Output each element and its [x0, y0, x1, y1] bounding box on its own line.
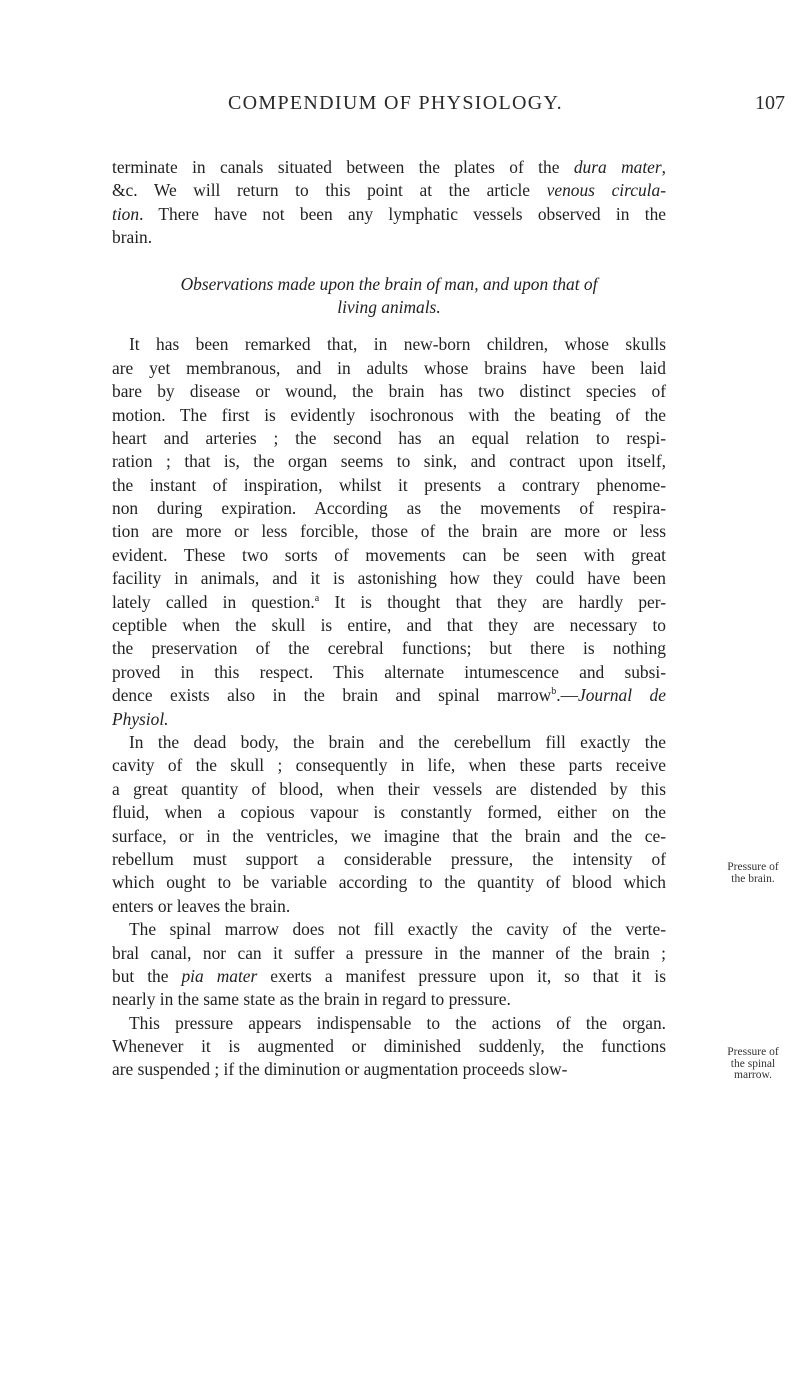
text-line: facility in animals, and it is astonishing how they could have been — [112, 568, 666, 589]
text-line: which ought to be variable according to the quantity of blood which — [112, 872, 666, 893]
text-line: evident. These two sorts of movements can be seen with great — [112, 544, 666, 565]
text-line: In the dead body, the brain and the cerebellum fill exactly the — [129, 731, 666, 752]
text-line: bral canal, nor can it suffer a pressure in the manner of the brain ; — [112, 942, 666, 963]
margin-note — [720, 1047, 786, 1082]
text-line: terminate in canals situated between the plates of the dura mater, — [112, 157, 666, 177]
text-line: tion are more or less forcible, those of the brain are more or less — [112, 521, 666, 542]
text-line: the preservation of the cerebral functions; but there is nothing — [112, 638, 666, 659]
margin-note — [720, 862, 786, 885]
running-title: COMPENDIUM OF PHYSIOLOGY. — [228, 92, 563, 114]
text-line: rebellum must support a considerable pressure, the intensity of — [112, 848, 666, 869]
text-line: nearly in the same state as the brain in regard to pressure. — [112, 989, 511, 1010]
paragraph — [112, 156, 666, 250]
text-line: enters or leaves the brain. — [112, 895, 291, 916]
text-line: motion. The first is evidently isochronous with the beating of the — [112, 404, 666, 425]
text-line: are suspended ; if the diminution or augmentation proceeds slow- — [112, 1059, 568, 1080]
section-heading — [112, 273, 666, 320]
paragraph — [112, 1012, 666, 1082]
paragraph — [112, 918, 666, 1012]
margin-note-line: Pressure of — [727, 1046, 779, 1058]
text-line: are yet membranous, and in adults whose brains have been laid — [112, 357, 666, 378]
text-line: &c. We will return to this point at the article venous circula- — [112, 180, 666, 201]
text-line: cavity of the skull ; consequently in life, when these parts receive — [112, 755, 666, 776]
page-body — [112, 156, 666, 1082]
margin-note-line: the brain. — [731, 872, 775, 885]
text-line: ceptible when the skull is entire, and that they are necessary to — [112, 615, 666, 636]
text-line: The spinal marrow does not fill exactly the cavity of the verte- — [129, 919, 666, 940]
margin-note-line: marrow. — [734, 1069, 772, 1081]
text-line: dence exists also in the brain and spinal marrow$^b$.—Journal de — [112, 685, 666, 706]
page-number: 107 — [755, 92, 785, 114]
text-line: tion. There have not been any lymphatic vessels observed in the — [112, 203, 666, 224]
text-line: heart and arteries ; the second has an equal relation to respi- — [112, 427, 666, 448]
text-line: Observations made upon the brain of man, and upon that of — [180, 273, 598, 294]
text-line: surface, or in the ventricles, we imagine that the brain and the ce- — [112, 825, 666, 846]
margin-note-line: the spinal — [730, 1057, 776, 1070]
text-line: This pressure appears indispensable to the actions of the organ. — [129, 1012, 666, 1033]
paragraph — [112, 731, 666, 918]
text-line: Physiol. — [112, 708, 169, 729]
text-line: fluid, when a copious vapour is constantly formed, either on the — [112, 802, 666, 823]
text-line: a great quantity of blood, when their vessels are distended by this — [112, 778, 666, 799]
page-header — [0, 92, 800, 122]
text-line: the instant of inspiration, whilst it presents a contrary phenome- — [112, 474, 666, 495]
text-line: brain. — [112, 227, 153, 248]
text-line: but the pia mater exerts a manifest pressure upon it, so that it is — [112, 965, 666, 986]
text-line: It has been remarked that, in new-born children, whose skulls — [129, 334, 666, 355]
text-line: proved in this respect. This alternate intumescence and subsi- — [112, 661, 666, 682]
text-line: Whenever it is augmented or diminished suddenly, the functions — [112, 1036, 666, 1057]
text-line: lately called in question.$^a$ It is thought that they are hardly per- — [112, 591, 666, 612]
text-line: ration ; that is, the organ seems to sink, and contract upon itself, — [112, 451, 666, 472]
margin-note-line: Pressure of — [727, 861, 779, 873]
text-line: living animals. — [337, 296, 441, 317]
text-line: non during expiration. According as the movements of respira- — [112, 498, 666, 519]
text-line: bare by disease or wound, the brain has two distinct species of — [112, 381, 666, 402]
paragraph — [112, 333, 666, 731]
